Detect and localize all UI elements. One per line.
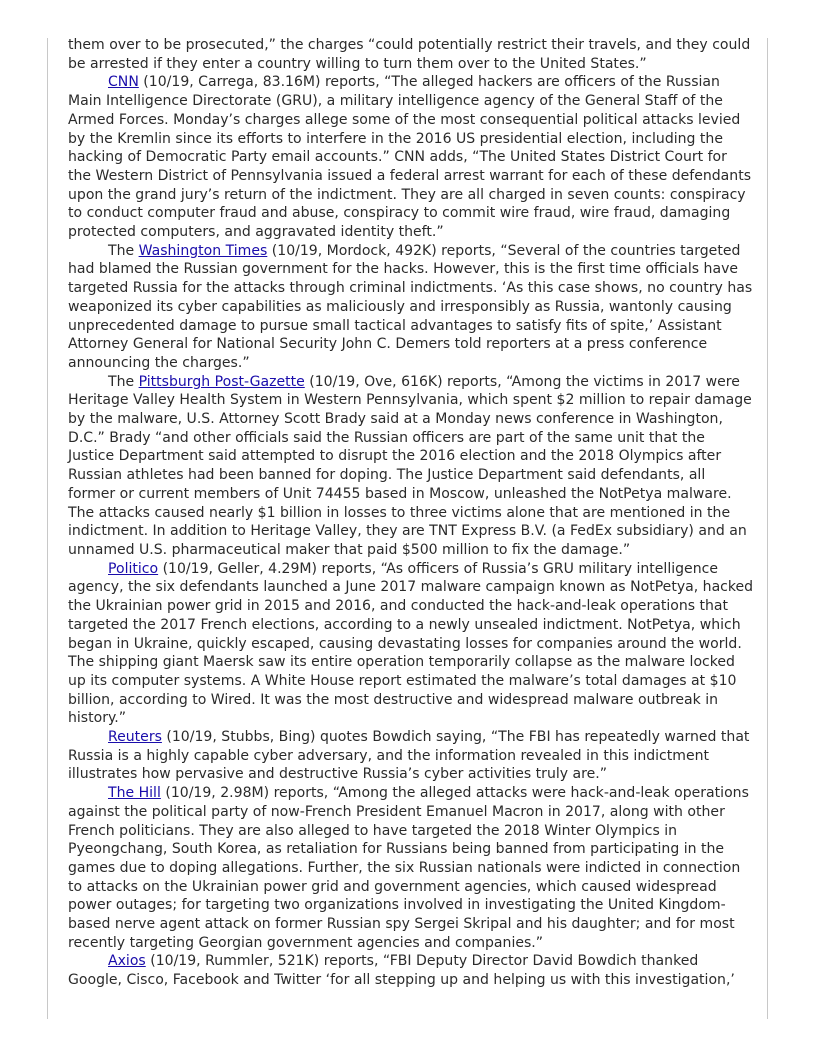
paragraph-text: them over to be prosecuted,” the charges “could potentially restrict their travels, and they could be arrested if they enter a country willing to turn them over to the United States.”: [68, 37, 751, 72]
paragraph-text: (10/19, Ove, 616K) reports, “Among the victims in 2017 were Heritage Valley Health System in Western Pennsylvania, which spent $2 million to repair damage by the malware, U.S. Attorney Scott Brady said at a Monday news conference in Washington, D.C.” Brady “and other officials said the Russian officers are part of the same unit that the Justice Department said attempted to disrupt the 2016 election and the 2018 Olympics after Russian athletes had been banned for doping. The Justice Department said defendants, all former or current members of Unit 74455 based in Moscow, unleashed the NotPetya malware. The attacks caused nearly $1 billion in losses to three victims alone that are mentioned in the indictment. In addition to Heritage Valley, they are TNT Express B.V. (a FedEx subsidiary) and an unnamed U.S. pharmaceutical maker that paid $500 million to fix the damage.”: [68, 373, 752, 558]
paragraph-reuters: [68, 728, 754, 784]
paragraph-prefix: The: [108, 373, 139, 390]
source-link-pittsburgh-post-gazette[interactable]: Pittsburgh Post-Gazette: [138, 373, 305, 390]
paragraph-pittsburgh-post-gazette: [68, 373, 754, 560]
paragraph-text: (10/19, Mordock, 492K) reports, “Several of the countries targeted had blamed the Russian government for the hacks. However, this is the first time officials have targeted Russia for the attacks through criminal indictments. ‘As this case shows, no country has weaponized its cyber capabilities as maliciously and irresponsibly as Russia, wantonly causing unprecedented damage to pursue small tactical advantages to satisfy fits of spite,’ Assistant Attorney General for National Security John C. Demers told reporters at a press conference announcing the charges.”: [68, 242, 753, 371]
source-link-axios[interactable]: Axios: [108, 953, 146, 970]
source-link-reuters[interactable]: Reuters: [108, 729, 162, 746]
paragraph-text: (10/19, Carrega, 83.16M) reports, “The alleged hackers are officers of the Russian Main Intelligence Directorate (GRU), a military intelligence agency of the General Staff of the Armed Forces. Monday’s charges allege some of the most consequential political attacks levied by the Kremlin since its efforts to interfere in the 2016 US presidential election, including the hacking of Democratic Party email accounts.” CNN adds, “The United States District Court for the Western District of Pennsylvania issued a federal arrest warrant for each of these defendants upon the grand jury’s return of the indictment. They are all charged in seven counts: conspiracy to conduct computer fraud and abuse, conspiracy to commit wire fraud, wire fraud, damaging protected computers, and aggravated identity theft.”: [68, 74, 752, 241]
left-margin-rule: [47, 38, 48, 1019]
paragraph-text: (10/19, Rummler, 521K) reports, “FBI Deputy Director David Bowdich thanked Google, Cisco, Facebook and Twitter ‘for all stepping up and helping us with this investigation,’: [68, 953, 735, 989]
source-link-cnn[interactable]: CNN: [108, 74, 139, 91]
source-link-the-hill[interactable]: The Hill: [108, 785, 161, 802]
source-link-politico[interactable]: Politico: [108, 560, 159, 577]
paragraph-continuation: [68, 36, 754, 73]
paragraph-the-hill: [68, 784, 754, 952]
right-margin-rule: [767, 38, 768, 1019]
paragraph-prefix: The: [108, 242, 139, 259]
paragraph-washington-times: [68, 242, 754, 373]
document-body: [68, 36, 754, 990]
paragraph-cnn: [68, 73, 754, 241]
source-link-washington-times[interactable]: Washington Times: [138, 242, 268, 259]
paragraph-politico: [68, 560, 754, 728]
paragraph-text: (10/19, Geller, 4.29M) reports, “As officers of Russia’s GRU military intelligence agency, the six defendants launched a June 2017 malware campaign known as NotPetya, hacked the Ukrainian power grid in 2015 and 2016, and conducted the hack-and-leak operations that targeted the 2017 French elections, according to a newly unsealed indictment. NotPetya, which began in Ukraine, quickly escaped, causing devastating losses for companies around the world. The shipping giant Maersk saw its entire operation temporarily collapse as the malware locked up its computer systems. A White House report estimated the malware’s total damages at $10 billion, according to Wired. It was the most destructive and widespread malware outbreak in history.”: [68, 560, 754, 727]
paragraph-text: (10/19, Stubbs, Bing) quotes Bowdich saying, “The FBI has repeatedly warned that Russia is a highly capable cyber adversary, and the information revealed in this indictment illustrates how pervasive and destructive Russia’s cyber activities truly are.”: [68, 729, 750, 783]
paragraph-axios: [68, 952, 754, 989]
paragraph-text: (10/19, 2.98M) reports, “Among the alleged attacks were hack-and-leak operations against the political party of now-French President Emanuel Macron in 2017, along with other French politicians. They are also alleged to have targeted the 2018 Winter Olympics in Pyeongchang, South Korea, as retaliation for Russians being banned from participating in the games due to doping allegations. Further, the six Russian nationals were indicted in connection to attacks on the Ukrainian power grid and government agencies, which caused widespread power outages; for targeting two organizations involved in investigating the United Kingdom-based nerve agent attack on former Russian spy Sergei Skripal and his daughter; and for most recently targeting Georgian government agencies and companies.”: [68, 785, 749, 951]
